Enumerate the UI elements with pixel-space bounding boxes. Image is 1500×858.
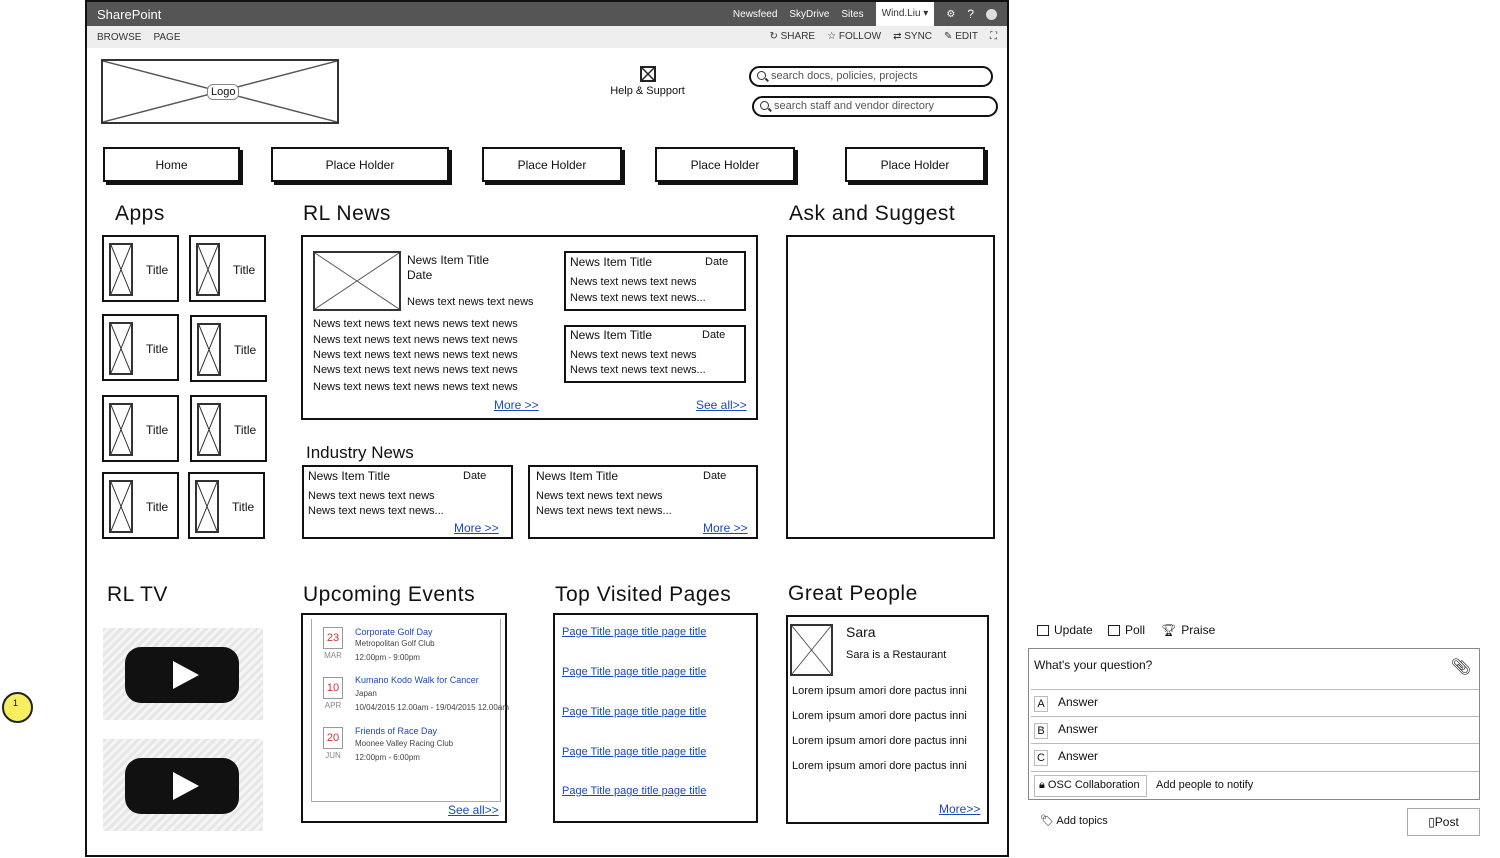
industry-text: News text news text news bbox=[536, 490, 663, 502]
search-icon bbox=[757, 71, 766, 80]
topvisited-heading: Top Visited Pages bbox=[555, 583, 732, 606]
event-date: 10 APR bbox=[323, 677, 343, 713]
event-location: Japan bbox=[355, 689, 377, 698]
tab-praise[interactable]: 🏆︎ Praise bbox=[1161, 623, 1216, 637]
person-lorem: Lorem ipsum amori dore pactus inni bbox=[792, 710, 967, 722]
poll-composer bbox=[1028, 648, 1480, 800]
follow-button[interactable]: ☆ FOLLOW bbox=[827, 31, 882, 42]
app-tile[interactable]: Title bbox=[190, 395, 267, 462]
answer-row[interactable]: B Answer bbox=[1031, 716, 1479, 742]
industry-text: News text news text news... bbox=[536, 505, 672, 517]
page-link[interactable]: Page Title page title page title bbox=[562, 626, 707, 638]
app-tile[interactable]: Title bbox=[189, 235, 266, 302]
event-title[interactable]: Corporate Golf Day bbox=[355, 627, 433, 637]
help-icon[interactable]: ? bbox=[967, 7, 974, 21]
app-tile[interactable]: Title bbox=[102, 235, 179, 302]
page-link[interactable]: Page Title page title page title bbox=[562, 666, 707, 678]
app-tile[interactable]: Title bbox=[102, 395, 179, 462]
news-item-title[interactable]: News Item Title bbox=[407, 253, 490, 267]
video-thumbnail[interactable] bbox=[103, 628, 263, 720]
event-date: 20 JUN bbox=[323, 727, 343, 763]
app-tile[interactable]: Title bbox=[188, 472, 265, 539]
news-card-text: News text news text news bbox=[570, 276, 697, 288]
events-heading: Upcoming Events bbox=[303, 583, 476, 606]
share-row bbox=[1031, 771, 1479, 799]
logo[interactable] bbox=[101, 59, 339, 124]
industry-title: News Item Title bbox=[308, 469, 391, 483]
help-icon bbox=[640, 66, 656, 82]
news-card-date: Date bbox=[702, 329, 726, 341]
image-placeholder-icon bbox=[196, 243, 220, 296]
industry-text: News text news text news... bbox=[308, 505, 444, 517]
news-card-text: News text news text news... bbox=[570, 364, 706, 376]
user-menu[interactable]: Wind.Liu ▾ bbox=[876, 2, 935, 26]
event-time: 12:00pm - 6:00pm bbox=[355, 753, 420, 762]
question-input[interactable]: What's your question? bbox=[1034, 658, 1153, 672]
news-card-date: Date bbox=[705, 256, 729, 268]
image-placeholder-icon bbox=[109, 480, 133, 533]
person-more-link[interactable]: More>> bbox=[939, 802, 981, 816]
news-image-placeholder bbox=[313, 251, 401, 311]
news-more-link[interactable]: More >> bbox=[494, 398, 539, 412]
news-item-date: Date bbox=[407, 268, 433, 282]
suite-bar bbox=[87, 2, 1007, 26]
nav-newsfeed[interactable]: Newsfeed bbox=[732, 8, 778, 20]
trophy-icon: 🏆︎ bbox=[1161, 623, 1177, 637]
help-label: Help & Support bbox=[610, 85, 685, 97]
event-title[interactable]: Kumano Kodo Walk for Cancer bbox=[355, 675, 479, 685]
ask-panel[interactable] bbox=[786, 235, 995, 539]
person-name[interactable]: Sara bbox=[846, 624, 876, 640]
tab-browse[interactable]: BROWSE bbox=[97, 32, 142, 43]
attachment-icon[interactable]: 📎︎ bbox=[1450, 659, 1471, 676]
event-time: 12:00pm - 9:00pm bbox=[355, 653, 420, 662]
news-see-all-link[interactable]: See all>> bbox=[696, 398, 747, 412]
post-button[interactable]: ▯Post bbox=[1407, 808, 1480, 836]
industry-text: News text news text news bbox=[308, 490, 435, 502]
industry-more-link[interactable]: More >> bbox=[703, 521, 748, 535]
sync-button[interactable]: ⇄ SYNC bbox=[893, 31, 933, 42]
nav-home-button[interactable]: Home bbox=[103, 147, 240, 182]
focus-icon[interactable]: ⛶ bbox=[990, 31, 997, 42]
nav-skydrive[interactable]: SkyDrive bbox=[789, 8, 830, 20]
event-title[interactable]: Friends of Race Day bbox=[355, 726, 438, 736]
app-tile[interactable]: Title bbox=[102, 314, 179, 381]
page-link[interactable]: Page Title page title page title bbox=[562, 746, 707, 758]
event-time: 10/04/2015 12.00am - 19/04/2015 12.00am bbox=[355, 703, 509, 712]
image-placeholder-icon bbox=[109, 403, 133, 456]
answer-row[interactable]: A Answer bbox=[1031, 689, 1479, 715]
event-location: Metropolitan Golf Club bbox=[355, 639, 435, 648]
news-card-title: News Item Title bbox=[570, 328, 653, 342]
answer-row[interactable]: C Answer bbox=[1031, 743, 1479, 769]
image-placeholder-icon bbox=[195, 480, 219, 533]
play-icon[interactable] bbox=[125, 758, 239, 814]
news-card-text: News text news text news bbox=[570, 349, 697, 361]
add-topics-button[interactable]: 🏷︎ Add topics bbox=[1040, 815, 1108, 827]
tab-update[interactable]: Update bbox=[1037, 623, 1093, 637]
share-button[interactable]: ↻ SHARE bbox=[769, 31, 816, 42]
news-item-text: News text news text news bbox=[407, 296, 534, 308]
nav-placeholder-3[interactable]: Place Holder bbox=[655, 147, 795, 182]
greatpeople-heading: Great People bbox=[788, 582, 918, 605]
person-lorem: Lorem ipsum amori dore pactus inni bbox=[792, 760, 967, 772]
nav-placeholder-2[interactable]: Place Holder bbox=[482, 147, 622, 182]
news-body-line: News text news text news news text news bbox=[313, 318, 518, 330]
news-body-line: News text news text news news text news bbox=[313, 334, 518, 346]
image-placeholder-icon bbox=[197, 323, 221, 376]
tab-page[interactable]: PAGE bbox=[153, 32, 181, 43]
industry-date: Date bbox=[703, 470, 727, 482]
news-body-line: News text news text news news text news bbox=[313, 349, 518, 361]
search-icon bbox=[760, 101, 769, 110]
rltv-heading: RL TV bbox=[107, 583, 168, 606]
industry-date: Date bbox=[463, 470, 487, 482]
avatar[interactable] bbox=[986, 9, 997, 20]
nav-sites[interactable]: Sites bbox=[841, 8, 864, 20]
poll-icon bbox=[1108, 625, 1120, 636]
news-card-text: News text news text news... bbox=[570, 292, 706, 304]
person-desc: Sara is a Restaurant bbox=[846, 649, 947, 661]
search-docs-input[interactable]: search docs, policies, projects bbox=[749, 66, 993, 87]
person-lorem: Lorem ipsum amori dore pactus inni bbox=[792, 685, 967, 697]
image-placeholder-icon bbox=[109, 243, 133, 296]
app-tile[interactable]: Title bbox=[102, 472, 179, 539]
events-see-all-link[interactable]: See all>> bbox=[448, 803, 499, 817]
image-placeholder-icon bbox=[197, 403, 221, 456]
notify-input[interactable]: Add people to notify bbox=[1156, 779, 1254, 791]
person-photo[interactable] bbox=[790, 624, 833, 676]
ribbon bbox=[87, 26, 1007, 48]
annotation-badge: 1 bbox=[2, 692, 33, 723]
logo-label: Logo bbox=[207, 84, 239, 100]
industry-title: News Item Title bbox=[536, 469, 619, 483]
help-support[interactable] bbox=[600, 66, 695, 97]
edit-button[interactable]: ✎ EDIT bbox=[944, 31, 978, 42]
search-staff-input[interactable]: search staff and vendor directory bbox=[752, 96, 998, 117]
group-chip[interactable]: 🔒︎ OSC Collaboration bbox=[1034, 775, 1147, 797]
news-card-title: News Item Title bbox=[570, 255, 653, 269]
app-tile[interactable]: Title bbox=[190, 315, 267, 382]
play-icon[interactable] bbox=[125, 647, 239, 703]
page-link[interactable]: Page Title page title page title bbox=[562, 785, 707, 797]
update-icon bbox=[1037, 625, 1049, 636]
nav-placeholder-1[interactable]: Place Holder bbox=[271, 147, 449, 182]
image-placeholder-icon bbox=[109, 322, 133, 375]
brand[interactable]: SharePoint bbox=[97, 7, 162, 22]
video-thumbnail[interactable] bbox=[103, 739, 263, 831]
event-location: Moonee Valley Racing Club bbox=[355, 739, 454, 748]
nav-placeholder-4[interactable]: Place Holder bbox=[845, 147, 985, 182]
gear-icon[interactable]: ⚙ bbox=[946, 8, 956, 20]
industry-heading: Industry News bbox=[306, 443, 414, 462]
news-body-line: News text news text news news text news bbox=[313, 381, 518, 393]
news-body-line: News text news text news news text news bbox=[313, 364, 518, 376]
event-date: 23 MAR bbox=[323, 627, 343, 663]
industry-more-link[interactable]: More >> bbox=[454, 521, 499, 535]
apps-heading: Apps bbox=[115, 202, 165, 225]
ask-heading: Ask and Suggest bbox=[789, 202, 956, 225]
person-lorem: Lorem ipsum amori dore pactus inni bbox=[792, 735, 967, 747]
tab-poll[interactable]: Poll bbox=[1108, 623, 1145, 637]
page-link[interactable]: Page Title page title page title bbox=[562, 706, 707, 718]
rlnews-heading: RL News bbox=[303, 202, 391, 225]
